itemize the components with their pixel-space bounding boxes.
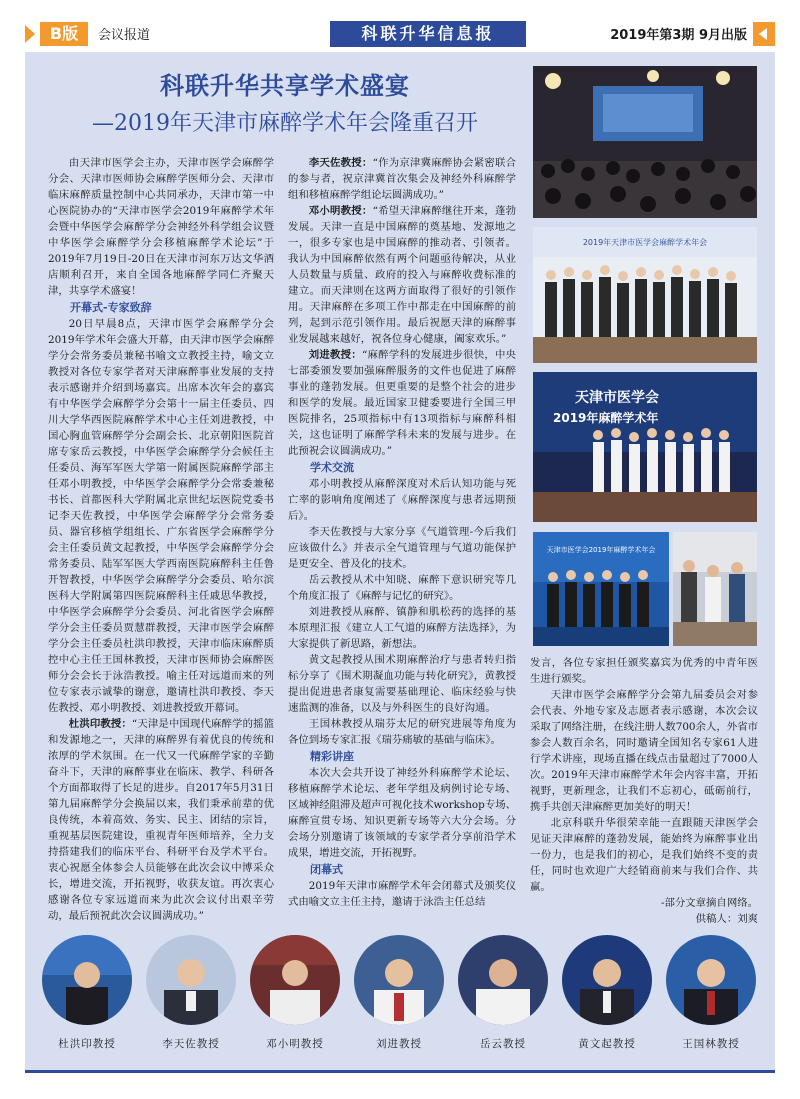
portrait-du: [42, 935, 132, 1025]
banner-text-stage-1: 天津市医学会: [575, 390, 659, 406]
photo-stage: [533, 372, 757, 522]
edition-badge: B版: [40, 22, 88, 46]
photo-award: [533, 532, 669, 646]
column-1: [48, 155, 274, 924]
left-arrow-icon: [25, 25, 35, 43]
li-quote: [288, 155, 516, 203]
contributor: 供稿人：刘爽: [695, 913, 758, 925]
deng-quote: [288, 203, 516, 347]
portrait-huang: [562, 935, 652, 1025]
li-text: “作为京津冀麻醉协会紧密联合的参与者，祝京津冀首次集会及神经外科麻醉学组和移植麻醉学组论坛圆满成功。”: [288, 157, 517, 201]
closing-continued: 发言，各位专家担任颁奖嘉宾为优秀的中青年医生进行颁奖。: [530, 657, 758, 685]
article-title: 科联升华共享学术盛宴: [160, 71, 410, 100]
portrait-name: 杜洪印教授: [58, 1038, 116, 1050]
intro-paragraph: 由天津市医学会主办，天津市医学会麻醉学分会、天津市医师协会麻醉学医师分会、天津市临床麻醉质量控制中心共同承办，天津市第一中心医院协办的“天津市医学会2019年麻醉学术年会暨中华医学会麻醉学分会神经外科学组会议暨中华医学会麻醉学分会移植麻醉学术论坛”于2019年7月19日-20日在天津市河东万达文华酒店顺利召开，来自全国各地麻醉学同仁齐聚天津，共享学术盛宴！: [48, 157, 274, 297]
page-header: [25, 21, 775, 47]
column-2: [288, 155, 516, 910]
du-text: “天津是中国现代麻醉学的摇篮和发源地之一，天津的麻醉界有着优良的传统和浓厚的学术氛围。在一代又一代麻醉学家的辛勤奋斗下，天津的麻醉事业在临床、教学、科研各个方面都取得了长足的进步。自2017年5月31日第九届麻醉学分会换届以来，我们秉承前辈的优良传统，本着高效、务实、民主、团结的宗旨，重视基层医院建设，重视青年医师培养，全力支持搭建我们的临床平台、科研平台及学术平台。衷心祝愿全体参会人员能够在此次会议中博采众长，增进交流，开拓视野，收获友谊。再次衷心感谢各位专家远道而来为此次会议付出艰辛劳动，最后预祝此次会议圆满成功。”: [48, 718, 274, 922]
column-3: [530, 655, 758, 927]
closing-paragraph: 2019年天津市麻醉学术年会闭幕式及颁奖仪式由喻文立主任主持，邀请于泳浩主任总结: [288, 880, 516, 908]
banner-text-group: 2019年天津市医学会麻醉学术年会: [582, 238, 708, 247]
portrait-name: 刘进教授: [376, 1038, 422, 1050]
heading-lecture: 精彩讲座: [310, 750, 354, 763]
banner-text-award: 天津市医学会2019年麻醉学术年会: [546, 546, 656, 554]
issue-info: 2019年第3期 9月出版: [610, 28, 747, 43]
academic-paragraph: 岳云教授从术中知晓、麻醉下意识研究等几个角度汇报了《麻醉与记忆的研究》。: [288, 574, 516, 602]
liu-text: “麻醉学科的发展进步很快，中央七部委颁发要加强麻醉服务的文件也促进了麻醉事业的蓬勃发展。但更重要的是整个社会的进步和医学的发展。最近国家卫健委要进行全国三甲医院排名，25项指标中有13项指标与麻醉科相关，这也证明了麻醉学科未来的发展与进步。在此预祝会议圆满成功。”: [288, 349, 517, 457]
portrait-wang: [666, 935, 756, 1025]
source-note: -部分文章摘自网络。: [660, 897, 758, 909]
heading-opening: 开幕式-专家致辞: [70, 301, 152, 314]
right-arrow-icon: [753, 22, 775, 46]
photo-workshop: [673, 532, 757, 646]
liu-quote: [288, 347, 516, 459]
deng-label: 邓小明教授：: [308, 205, 373, 217]
portrait-name: 岳云教授: [480, 1038, 526, 1050]
academic-paragraph: 李天佐教授与大家分享《气道管理-今后我们应该做什么》并表示全气道管理与气道功能保护是更安全、普及化的技术。: [288, 526, 516, 570]
portrait-liu: [354, 935, 444, 1025]
du-quote: [48, 716, 274, 924]
masthead: 科联升华信息报: [330, 21, 526, 47]
heading-academic: 学术交流: [310, 461, 354, 474]
opening-paragraph: 20日早晨8点，天津市医学会麻醉学分会2019年学术年会盛大开幕，由天津市医学会麻醉学分会常务委员兼秘书喻文立教授主持，喻文立教授对各位专家学者对天津麻醉事业发展的支持表示感谢并介绍到场嘉宾。出席本次年会的嘉宾有中华医学会麻醉学分会第十一届主任委员、四川大学华西医院麻醉学术中心主任刘进教授，中国心胸血管麻醉学分会副会长、北京朝阳医院首席专家岳云教授，中华医学会麻醉学分会候任主任委员、海军军医大学第一附属医院麻醉学部主任邓小明教授，中华医学会麻醉学分会常委兼秘书长、首都医科大学附属北京世纪坛医院党委书记李天佐教授，中华医学会麻醉学分会常务委员、器官移植学组组长、广东省医学会麻醉学分会主任委员黄文起教授，中华医学会麻醉学分会常务委员、陆军军医大学西南医院麻醉科主任鲁开智教授，中华医学会麻醉学分会委员、哈尔滨医科大学附属第四医院麻醉科主任戚思华教授，中华医学会麻醉学分会委员、河北省医学会麻醉学分会主任委员贾慧群教授，天津市医学会麻醉学分会主任委员杜洪印教授，天津市临床麻醉质控中心主任王国林教授，天津市医师协会麻醉医师分会会长于泳浩教授。喻主任对远道而来的列位专家表示诚挚的谢意，邀请杜洪印教授、李天佐教授、邓小明教授、刘进教授致开幕词。: [48, 318, 274, 714]
lecture-paragraph: 本次大会共开设了神经外科麻醉学术论坛、移植麻醉学术论坛、老年学组及病例讨论专场、区域神经阻滞及超声可视化技术workshop专场、麻醉宣贯专场、知识更新专场等六大分会场。分会场分别邀请了该领域的专家学者分享前沿学术成果，增进交流，开拓视野。: [288, 767, 516, 859]
deng-text: “希望天津麻醉继往开来，蓬勃发展。天津一直是中国麻醉的奠基地、发源地之一，很多专家也是中国麻醉的推动者、引领者。我认为中国麻醉依然有两个问题亟待解决，从业人员数量与质量、政府的投入与麻醉收费标准的建立。而天津则在这两方面取得了很好的引领作用。天津麻醉在多项工作中都走在中国麻醉的前列，起到示范引领作用。最后祝愿天津的麻醉事业发展越来越好，祝各位身心健康，阖家欢乐。”: [288, 205, 517, 345]
portrait-name: 王国林教授: [682, 1038, 740, 1050]
academic-paragraph: 王国林教授从瑞芬太尼的研究进展等角度为各位到场专家汇报《瑞芬痛敏的基础与临床》。: [288, 718, 516, 746]
portrait-name: 黄文起教授: [578, 1038, 636, 1050]
academic-paragraph: 刘进教授从麻醉、镇静和肌松药的选择的基本原理汇报《建立人工气道的麻醉方法选择》，为大家提供了新思路，新想法。: [288, 606, 516, 650]
portrait-li: [146, 935, 236, 1025]
du-label: 杜洪印教授：: [68, 718, 132, 730]
section-label: 会议报道: [98, 28, 151, 43]
photo-audience: [533, 66, 757, 218]
academic-paragraph: 邓小明教授从麻醉深度对术后认知功能与死亡率的影响角度阐述了《麻醉深度与患者远期预后》。: [288, 478, 516, 522]
ending-paragraph: 天津市医学会麻醉学分会第九届委员会对参会代表、外地专家及志愿者表示感谢，本次会议采取了网络注册，在线注册人数700余人，外省市参会人数百余名，同时邀请全国知名专家61人进行学术讲座，现场直播在线点击量超过了7000人次。2019年天津市麻醉学术年会内容丰富，开拓视野，更新理念，让我们不忘初心，砥砺前行，携手共创天津麻醉更加美好的明天！: [530, 689, 758, 813]
li-label: 李天佐教授：: [308, 157, 373, 169]
footer-rule: [25, 1070, 775, 1073]
heading-closing: 闭幕式: [310, 863, 343, 876]
academic-paragraph: 黄文起教授从围术期麻醉治疗与患者转归指标分享了《围术期凝血功能与转化研究》，黄教授提出促进患者康复需要基础理论、临床经验与快速监测的准备，以及与外科医生的良好沟通。: [288, 654, 516, 714]
portrait-yue: [458, 935, 548, 1025]
photo-group: [533, 227, 757, 363]
ending-paragraph: 北京科联升华很荣幸能一直跟随天津医学会见证天津麻醉的蓬勃发展，能始终为麻醉事业出一份力，也是我们的初心，是我们始终不变的责任，同时也欢迎广大经销商前来与我们合作、共赢。: [530, 817, 758, 893]
article-subtitle: —2019年天津市麻醉学术年会隆重召开: [92, 111, 478, 136]
portrait-name: 邓小明教授: [266, 1038, 324, 1050]
banner-text-stage-2: 2019年麻醉学术年: [553, 411, 659, 425]
portrait-name: 李天佐教授: [162, 1038, 220, 1050]
portrait-deng: [250, 935, 340, 1025]
liu-label: 刘进教授：: [308, 349, 362, 361]
